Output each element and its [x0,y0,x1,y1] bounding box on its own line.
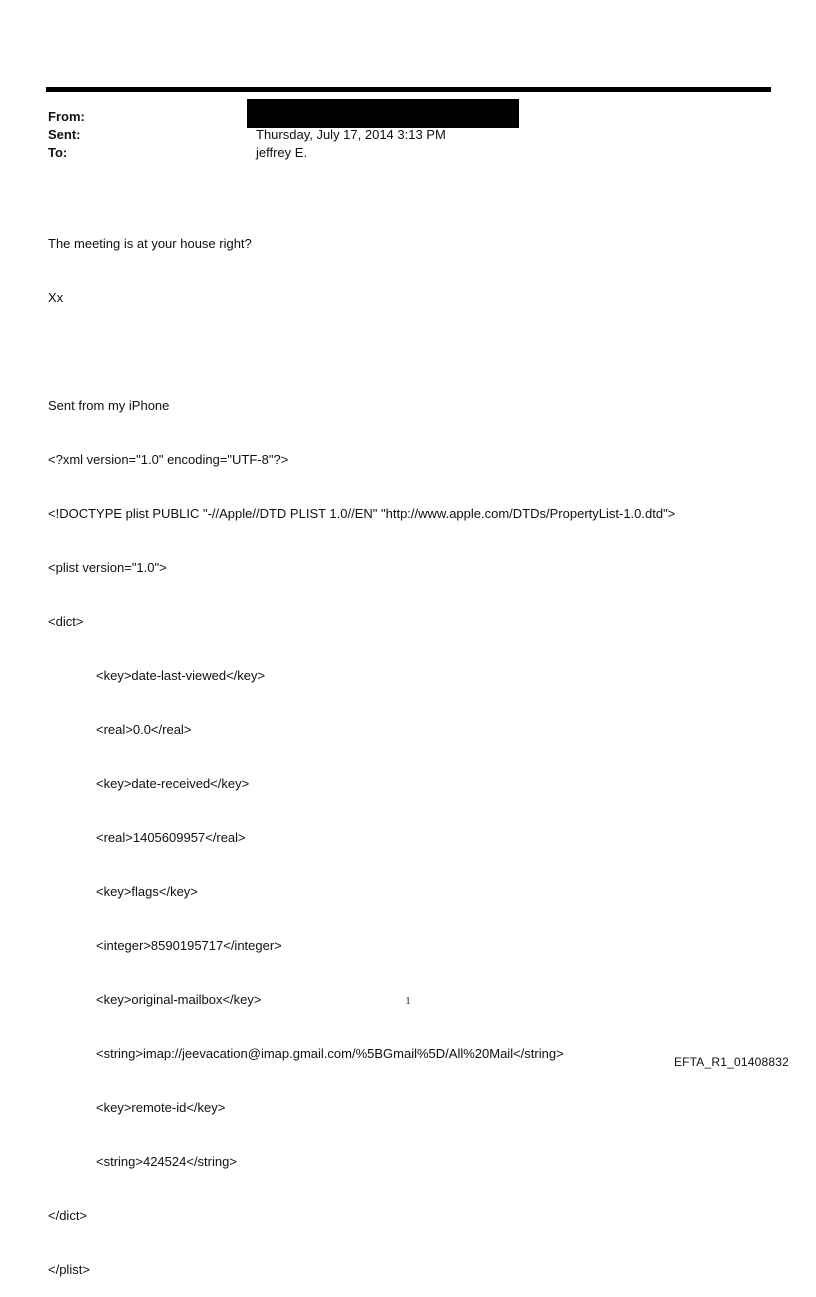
body-line: <?xml version="1.0" encoding="UTF-8"?> [48,452,289,467]
sent-value: Thursday, July 17, 2014 3:13 PM [256,127,446,142]
from-label: From: [48,109,85,124]
sent-label: Sent: [48,127,81,142]
to-value: jeffrey E. [256,145,308,160]
body-line: <!DOCTYPE plist PUBLIC "-//Apple//DTD PLIST 1.0//EN" "http://www.apple.com/DTDs/PropertyList-1.0.dtd"> [48,506,676,521]
body-line: <key>date-last-viewed</key> [96,668,266,683]
body-line: <key>remote-id</key> [96,1100,226,1115]
body-line: <plist version="1.0"> [48,560,167,575]
body-line: </plist> [48,1262,90,1277]
to-label: To: [48,145,68,160]
email-body [48,199,788,1297]
body-line: <key>flags</key> [96,884,198,899]
body-line: <string>424524</string> [96,1154,237,1169]
redaction-box [247,99,519,128]
body-line: <real>1405609957</real> [96,830,246,845]
body-line [48,343,788,361]
body-line: Xx [48,290,64,305]
body-line: <dict> [48,614,84,629]
document-id: EFTA_R1_01408832 [673,1055,789,1069]
body-line: <string>imap://jeevacation@imap.gmail.com/%5BGmail%5D/All%20Mail</string> [96,1046,564,1061]
body-line: <key>date-received</key> [96,776,250,791]
body-line: The meeting is at your house right? [48,236,252,251]
body-line: <integer>8590195717</integer> [96,938,282,953]
body-line: <key>original-mailbox</key> [96,992,262,1007]
body-line: Sent from my iPhone [48,398,170,413]
page-number: 1 [405,996,411,1007]
header-divider [46,87,771,92]
body-line: </dict> [48,1208,88,1223]
body-line: <real>0.0</real> [96,722,192,737]
